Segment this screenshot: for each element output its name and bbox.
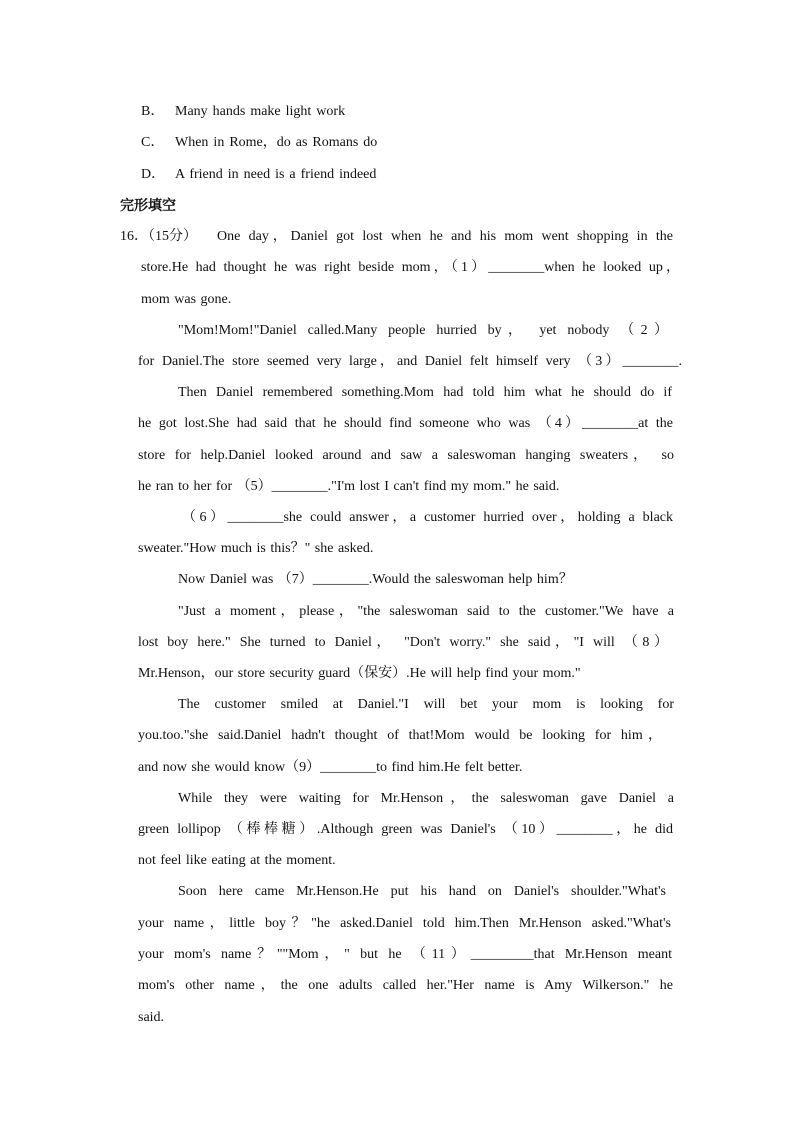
passage-line: said. [138,1010,165,1025]
passage-line: green lollipop （棒棒糖）.Although green was Daniel's （10）________，he did [138,822,673,837]
passage-line: and now she would know（9）________to find him.He felt better. [138,760,523,775]
passage-line: Mr.Henson，our store security guard（保安）.He will help find your mom." [138,666,581,681]
passage-line: your mom's name？""Mom，" but he （11）_________that Mr.Henson meant [138,947,672,962]
option-text: Many hands make light work [175,104,346,119]
passage-line: One day，Daniel got lost when he and his mom went shopping in the [217,229,673,244]
question-number: 16．（15分） [120,229,197,244]
passage-line: he got lost.She had said that he should find someone who was （4）________at the [138,416,673,431]
passage-line: you.too."she said.Daniel hadn't thought of that!Mom would be looking for him， [138,728,662,743]
passage-line: "Just a moment，please，"the saleswoman said to the customer."We have a [178,604,674,619]
passage-line: for Daniel.The store seemed very large，and Daniel felt himself very （3）________. [138,354,682,369]
passage-line: mom was gone. [141,292,232,307]
option-text: When in Rome，do as Romans do [175,135,378,150]
passage-line: Soon here came Mr.Henson.He put his hand on Daniel's shoulder."What's [178,884,666,899]
passage-line: Then Daniel remembered something.Mom had told him what he should do if [178,385,672,400]
passage-line: not feel like eating at the moment. [138,853,336,868]
option-text: A friend in need is a friend indeed [175,167,377,182]
passage-line: lost boy here." She turned to Daniel， "Don't worry." she said，"I will （8） [138,635,668,650]
passage-line: mom's other name，the one adults called her."Her name is Amy Wilkerson." he [138,978,673,993]
passage-line: "Mom!Mom!"Daniel called.Many people hurried by， yet nobody （2） [178,323,668,338]
passage-line: store.He had thought he was right beside mom，（1）________when he looked up， [141,260,680,275]
passage-line: （6）________she could answer，a customer hurried over，holding a black [182,510,673,525]
passage-line: While they were waiting for Mr.Henson，the saleswoman gave Daniel a [178,791,674,806]
passage-line: your name，little boy？"he asked.Daniel told him.Then Mr.Henson asked."What's [138,916,671,931]
option-letter: C． [141,135,165,150]
passage-line: Now Daniel was （7）________.Would the saleswoman help him？ [178,572,573,587]
passage-line: he ran to her for （5）________."I'm lost I can't find my mom." he said. [138,479,560,494]
option-letter: D． [141,167,166,182]
passage-line: The customer smiled at Daniel."I will bet your mom is looking for [178,697,674,712]
passage-line: sweater."How much is this？" she asked. [138,541,374,556]
passage-line: store for help.Daniel looked around and saw a saleswoman hanging sweaters， so [138,448,674,463]
option-letter: B． [141,104,165,119]
section-title: 完形填空 [120,198,176,214]
